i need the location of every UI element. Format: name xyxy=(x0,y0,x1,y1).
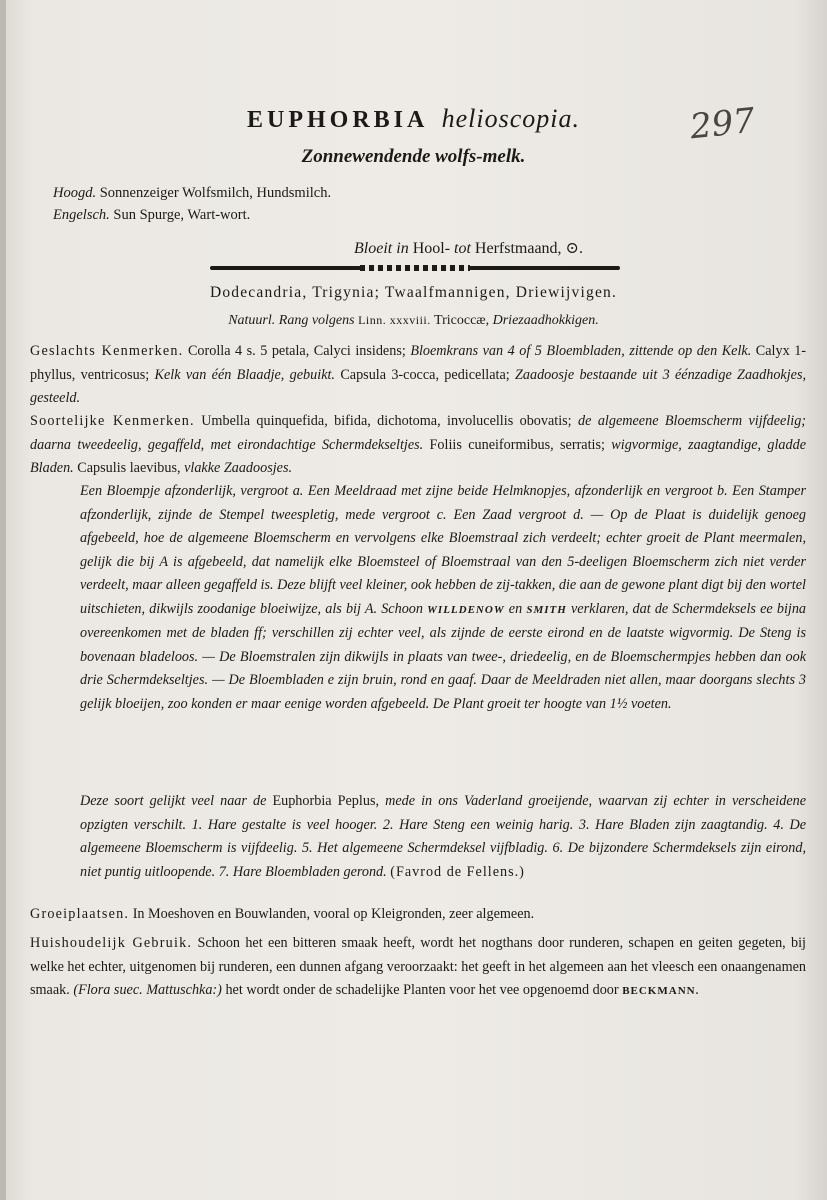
household-use xyxy=(30,932,806,1004)
genus-characteristics xyxy=(30,340,806,411)
dutch-text: de algemeene Bloemscherm vijfdeelig; daarna tweedeelig, gegaffeld, met eirondachtige Schermdekseltjes. xyxy=(30,413,807,453)
section-heading: Geslachts Kenmerken. xyxy=(30,343,184,359)
section-heading: Soortelijke Kenmerken. xyxy=(30,413,195,429)
vernacular-text: Sonnenzeiger Wolfsmilch, Hundsmilch. xyxy=(99,185,332,201)
latin-text: Corolla 4 s. 5 petala, Calyci insidens; xyxy=(187,343,406,359)
flowering-period xyxy=(0,238,827,258)
bloom-tot: tot xyxy=(454,240,471,257)
species-name: helioscopia. xyxy=(441,104,580,133)
latin-text: Calyx 1-phyllus, ventricosus; xyxy=(30,343,807,383)
bloom-prefix: Bloeit in xyxy=(354,240,409,257)
linnaean-class: Dodecandria, Trigynia; Twaalfmannigen, Driewijvigen. xyxy=(209,284,618,301)
habitat xyxy=(30,903,806,927)
dutch-text: wigvormige, zaagtandige, gladde Bladen. xyxy=(30,436,807,476)
use-text: het wordt onder de schadelijke Planten voor het vee opgenoemd door xyxy=(225,982,619,998)
dutch-text: vlakke Zaadoosjes. xyxy=(184,460,293,476)
dutch-name: Zonnewendende wolfs-melk. xyxy=(301,146,526,167)
genus-name: EUPHORBIA xyxy=(247,107,429,133)
latin-text: Capsula 3-cocca, pedicellata; xyxy=(340,366,510,383)
page-spine-shadow xyxy=(0,0,6,1200)
natural-rank xyxy=(0,313,827,329)
description-paragraph-2 xyxy=(80,790,806,884)
latin-text: Capsulis laevibus, xyxy=(77,460,181,476)
rank-linn: Linn. xyxy=(358,313,387,327)
bloom-from: Hool- xyxy=(412,240,451,257)
bloom-to: Herfstmaand, ⊙. xyxy=(474,240,583,257)
rank-prefix: Natuurl. Rang volgens xyxy=(228,313,355,328)
latin-text: Foliis cuneiformibus, serratis; xyxy=(429,436,605,453)
species-reference: Euphorbia Peplus, xyxy=(272,793,380,809)
description-text: verklaren, dat de Schermdeksels ee bijna overeenkomen met de bladen ff; verschillen zij echter veel, als zijnde de eerste eirond en de laatste wigvormig. De Steng is bovenaan bladeloos. — De Bloemstralen zijn dikwijls in plaats van twee-, driedeelig, en de Bloemschermpjes hebben dan ook drie Schermdekseltjes. — De Bloembladen e zijn bruin, rond en gaaf. Daar de Meeldraden niet allen, maar doorgans slechts 3 gelijk bloeijen, zoo konden er maar eenige worden afgebeeld. De Plant groeit ter hoogte van 1½ voeten. xyxy=(80,600,807,712)
description-text: mede in ons Vaderland groeijende, waarvan zij echter in verscheidene opzigten verschilt. 1. Hare gestalte is veel hooger. 2. Hare Steng een weinig harig. 3. Hare Bladen zijn zaagtandig. 4. De algemeene Bloemscherm is vijfdeelig. 5. Het algemeene Schermdeksel vijfbladig. 6. De bijzondere Schermdeksels zijn eirond, niet puntig uitloopende. 7. Hare Bloembladen gerond. xyxy=(80,793,807,880)
citation: (Flora suec. Mattuschka:) xyxy=(73,982,222,998)
habitat-text: In Moeshoven en Bouwlanden, vooral op Kleigronden, zeer algemeen. xyxy=(132,906,535,922)
handwritten-plate-number: 297 xyxy=(688,100,757,148)
lang-label: Engelsch. xyxy=(53,207,110,223)
description-text: Een Bloempje afzonderlijk, vergroot a. Een Meeldraad met zijne beide Helmknopjes, afzonderlijk en vergroot b. Een Stamper afzonderlijk, zijnde de Stempel tweespletig, mede vergroot c. Een Zaad vergroot d. — Op de Plaat is duidelijk genoeg afgebeeld, hoe de algemeene Bloemscherm en vervolgens elke Bloemstraal zich verdeelt; echter groeit de Plant meermalen, gelijk die bij A is afgebeeld, dat namelijk elke Bloemsteel of Bloemstraal van den 5-deeligen Bloemscherm zich niet verder verdeelt, maar alleen gegaffeld is. Deze blijft veel kleiner, ook hebben de zij-takken, die aan de gewone plant digt bij den wortel uitschieten, dikwijls zoodanige bloeiwijze, als bij A. Schoon xyxy=(80,483,806,617)
dutch-text: Bloemkrans van 4 of 5 Bloembladen, zittende op den Kelk. xyxy=(410,343,752,359)
vernacular-german xyxy=(53,182,331,204)
author-beckmann: BECKMANN. xyxy=(622,985,700,997)
vernacular-english xyxy=(53,204,331,226)
rank-dutch: Driezaadhokkigen. xyxy=(492,313,599,328)
ornamental-rule xyxy=(210,266,620,270)
vernacular-names xyxy=(53,182,331,226)
author-credit: (Favrod de Fellens.) xyxy=(390,863,525,880)
dutch-text: Kelk van één Blaadje, gebuikt. xyxy=(154,366,335,383)
vernacular-text: Sun Spurge, Wart-wort. xyxy=(113,207,251,223)
species-characteristics xyxy=(30,410,806,481)
description-text: en xyxy=(508,600,523,617)
rank-latin: Tricoccæ, xyxy=(434,313,490,328)
description-paragraph-1 xyxy=(80,480,806,716)
section-heading: Huishoudelijk Gebruik. xyxy=(30,935,193,951)
author-willdenow: WILLDENOW xyxy=(427,603,505,616)
lang-label: Hoogd. xyxy=(53,185,97,201)
section-heading: Groeiplaatsen. xyxy=(30,906,130,922)
dutch-text: Zaadoosje bestaande uit 3 éénzadige Zaadhokjes, gesteeld. xyxy=(30,366,807,406)
author-smith: SMITH xyxy=(526,603,567,616)
rank-number: xxxviii. xyxy=(389,313,431,327)
use-text: Schoon het een bitteren smaak heeft, wordt het nogthans door runderen, schapen en geiten gegeten, bij welke het echter, uitgenomen bij runderen, een dunnen afgang veroorzaakt: het geeft in het algemeen aan het vleesch een onaangenamen smaak. xyxy=(30,935,807,998)
description-text: Deze soort gelijkt veel naar de xyxy=(80,793,267,809)
latin-text: Umbella quinquefida, bifida, dichotoma, involucellis obovatis; xyxy=(201,413,572,429)
